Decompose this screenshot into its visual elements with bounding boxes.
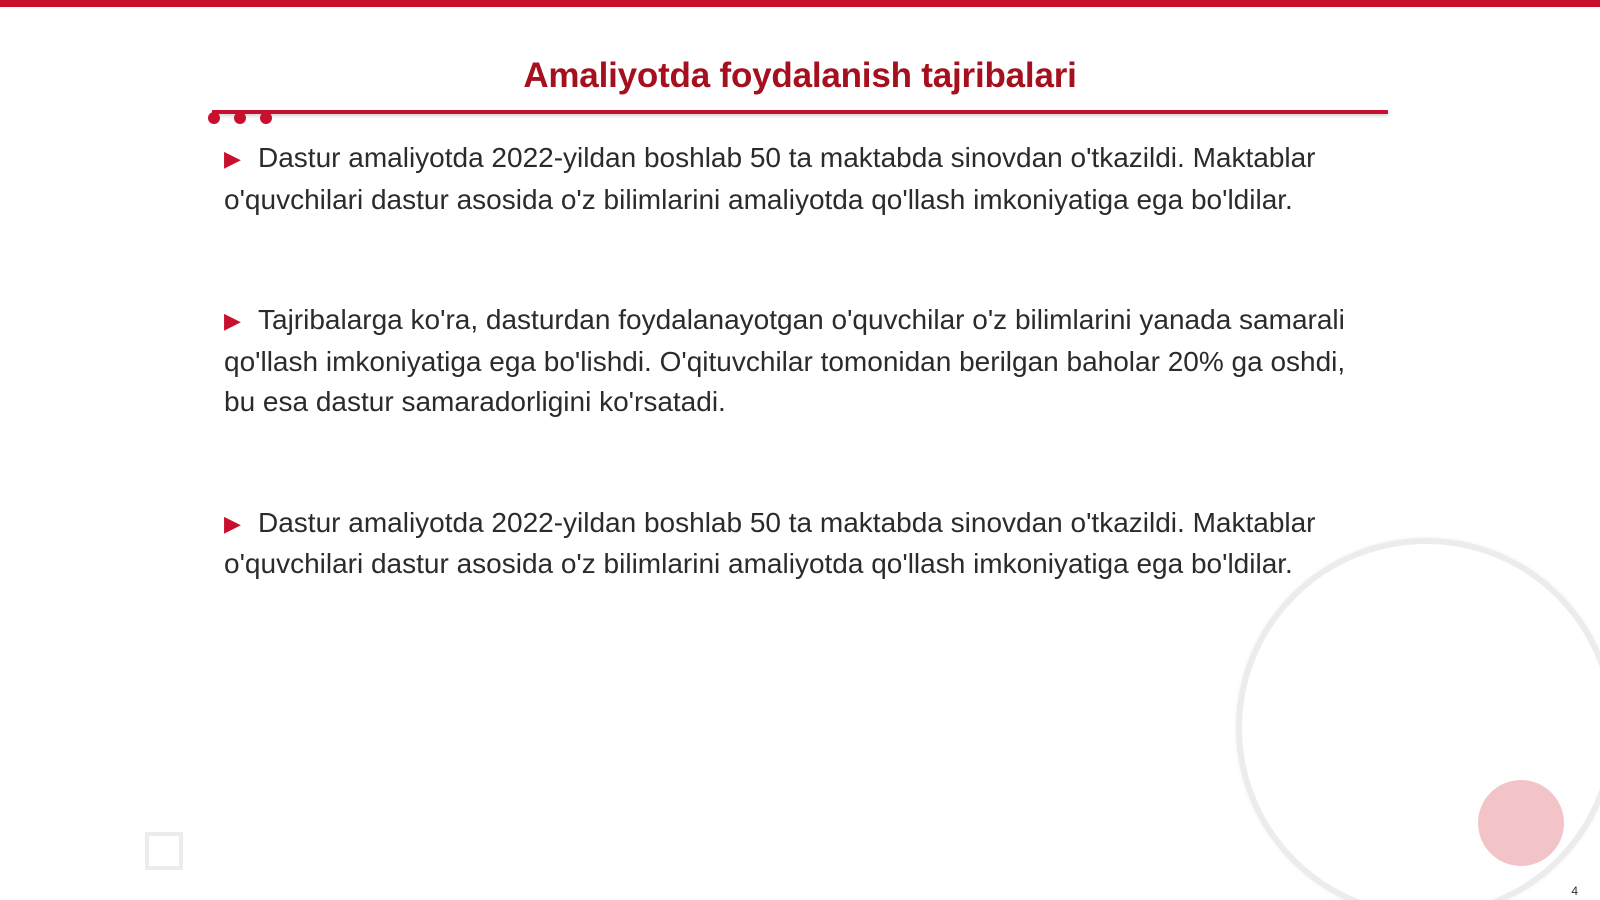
underline-dot-3 [260,112,272,124]
top-accent-bar [0,0,1600,7]
underline-dot-2 [234,112,246,124]
decorative-pink-circle [1478,780,1564,866]
triangle-right-icon: ▶ [224,146,241,171]
bullet-text-1: Dastur amaliyotda 2022-yildan boshlab 50 ta maktabda sinovdan o'tkazildi. Maktablar o'quvchilari dastur asosida o'z bilimlarini amaliyotda qo'llash imkoniyatiga ega bo'ldilar. [224,142,1316,215]
slide-title: Amaliyotda foydalanish tajribalari [523,56,1077,95]
triangle-right-icon: ▶ [224,510,241,536]
bullet-text-3: Dastur amaliyotda 2022-yildan boshlab 50 ta maktabda sinovdan o'tkazildi. Maktablar o'quvchilari dastur asosida o'z bilimlarini amaliyotda qo'llash imkoniyatiga ega bo'ldilar. [224,506,1316,579]
bullet-item-2 [224,300,1384,423]
page-number: 4 [1571,884,1578,898]
bullet-item-1 [224,138,1384,220]
bullet-list [224,138,1384,665]
bullet-text-2: Tajribalarga ko'ra, dasturdan foydalanayotgan o'quvchilar o'z bilimlarini yanada samarali qo'llash imkoniyatiga ega bo'lishdi. O'qituvchilar tomonidan berilgan baholar 20% ga oshdi, bu esa dastur samaradorligini ko'rsatadi. [224,304,1346,417]
triangle-right-icon: ▶ [224,308,241,333]
underline-dot-1 [208,112,220,124]
bullet-item-3 [224,503,1384,585]
decorative-square-outline [145,832,183,870]
title-underline [212,110,1388,114]
